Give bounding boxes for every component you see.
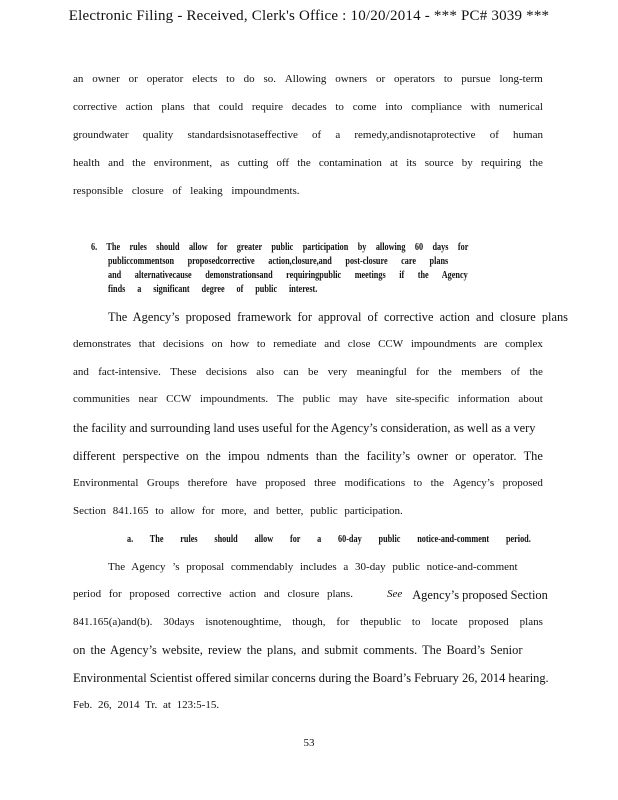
para2-line-5: the facility and surrounding land uses useful for the Agency’s consideration, as well as a very [73,421,536,435]
page-number: 53 [303,737,315,749]
para3-line-5: Environmental Scientist offered similar concerns during the Board’s February 26, 2014 hearing. [73,671,549,685]
item6-line-2: publiccommentson proposedcorrective action,closure,and post-closure care plans [108,256,449,267]
item6-line-4: finds a significant degree of public interest. [108,284,318,295]
see-signal: See [386,588,403,600]
para3-line-3: 841.165(a)and(b). 30days isnotenoughtime, though, for thepublic to locate proposed plans [73,616,543,628]
item6-line-1: 6. The rules should allow for greater public participation by allowing 60 days for [91,242,469,253]
para3-line-1: The Agency ’s proposal commendably includes a 30-day public notice-and-comment [108,561,518,573]
para2-line-2: demonstrates that decisions on how to remediate and close CCW impoundments are complex [73,338,543,350]
para2-line-7: Environmental Groups therefore have proposed three modifications to the Agency’s proposed [73,477,543,489]
para2-line-6: different perspective on the impou ndments than the facility’s owner or operator. The [73,449,543,463]
para2-line-4: communities near CCW impoundments. The public may have site-specific information about [73,393,543,405]
para2-line-1: The Agency’s proposed framework for approval of corrective action and closure plans [108,310,568,324]
para3-line-2 [73,588,548,603]
para1-line-4: health and the environment, as cutting off the contamination at its source by requiring the [73,157,543,169]
para2-line-8: Section 841.165 to allow for more, and better, public participation. [73,505,403,517]
para1-line-5: responsible closure of leaking impoundments. [73,185,300,197]
item6-line-3: and alternativecause demonstrationsand requiringpublic meetings if the Agency [108,270,468,281]
para1-line-3: groundwater quality standardsisnotaseffective of a remedy,andisnotaprotective of human [73,129,543,141]
filing-header: Electronic Filing - Received, Clerk's Office : 10/20/2014 - *** PC# 3039 *** [68,8,550,24]
para2-line-3: and fact-intensive. These decisions also can be very meaningful for the members of the [73,366,543,378]
para3-line-6: Feb. 26, 2014 Tr. at 123:5-15. [73,699,220,711]
para1-line-1: an owner or operator elects to do so. Allowing owners or operators to pursue long-term [73,73,543,85]
subheading-a: a. The rules should allow for a 60-day public notice-and-comment period. [127,534,531,545]
para3-line-2-ref: Agency’s proposed Section [412,588,548,602]
para3-line-4: on the Agency’s website, review the plans, and submit comments. The Board’s Senior [73,643,523,657]
para1-line-2: corrective action plans that could require decades to come into compliance with numerical [73,101,543,113]
para3-line-2-text: period for proposed corrective action and closure plans. [73,588,353,600]
